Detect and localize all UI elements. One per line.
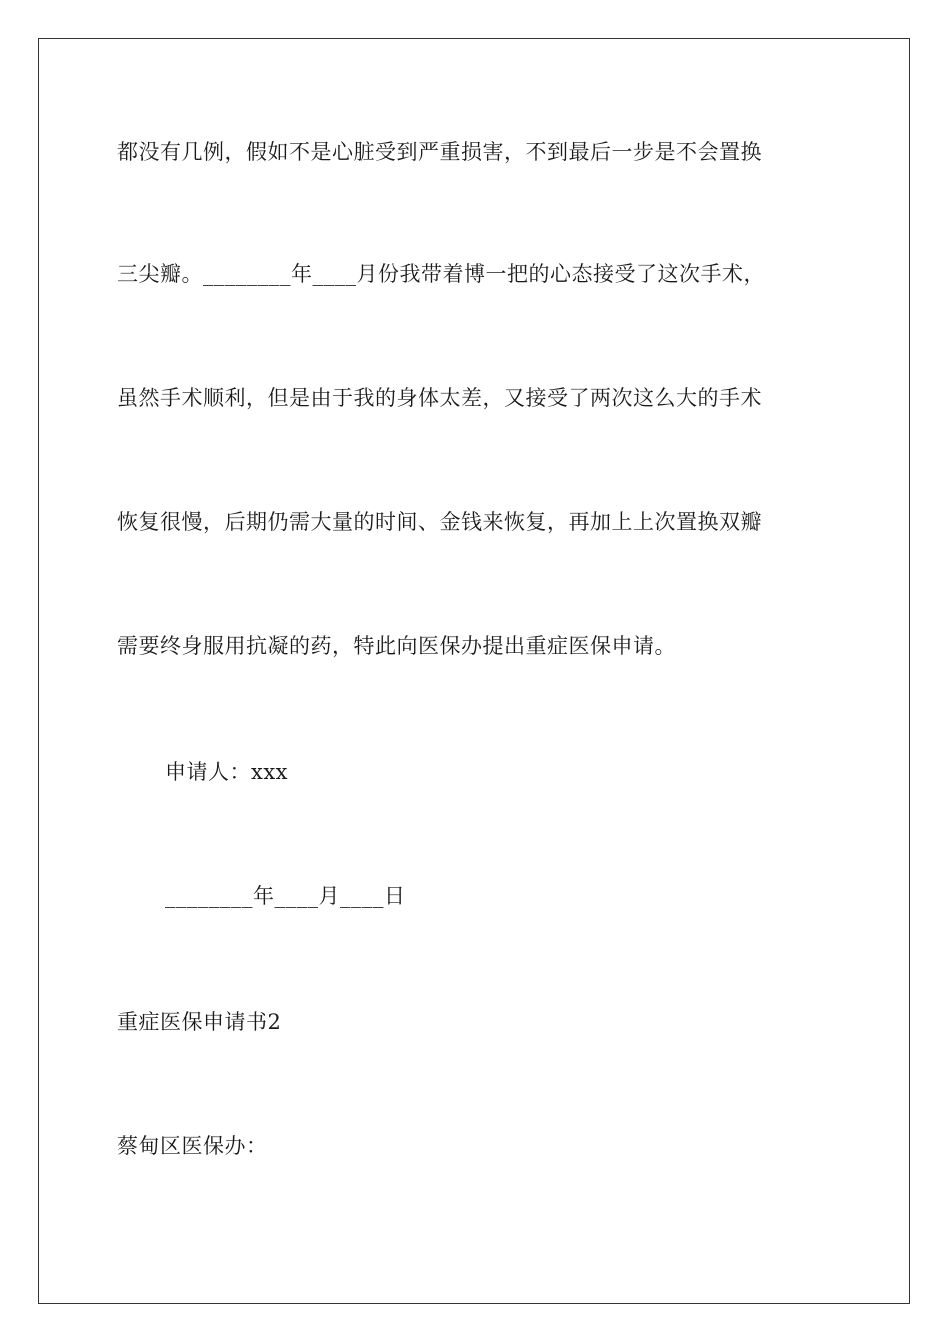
salutation: 蔡甸区医保办：	[117, 1134, 268, 1158]
applicant-signature: 申请人：xxx	[165, 760, 289, 784]
paragraph-line-4: 恢复很慢，后期仍需大量的时间、金钱来恢复，再加上上次置换双瓣	[117, 510, 762, 534]
page-border	[38, 38, 910, 1304]
date-line: ________年____月____日	[165, 884, 406, 908]
section-title: 重症医保申请书2	[117, 1010, 282, 1034]
paragraph-line-1: 都没有几例，假如不是心脏受到严重损害，不到最后一步是不会置换	[117, 140, 762, 164]
paragraph-line-3: 虽然手术顺利，但是由于我的身体太差，又接受了两次这么大的手术	[117, 386, 762, 410]
paragraph-line-2: 三尖瓣。________年____月份我带着博一把的心态接受了这次手术，	[117, 262, 765, 286]
paragraph-line-5: 需要终身服用抗凝的药，特此向医保办提出重症医保申请。	[117, 634, 676, 658]
